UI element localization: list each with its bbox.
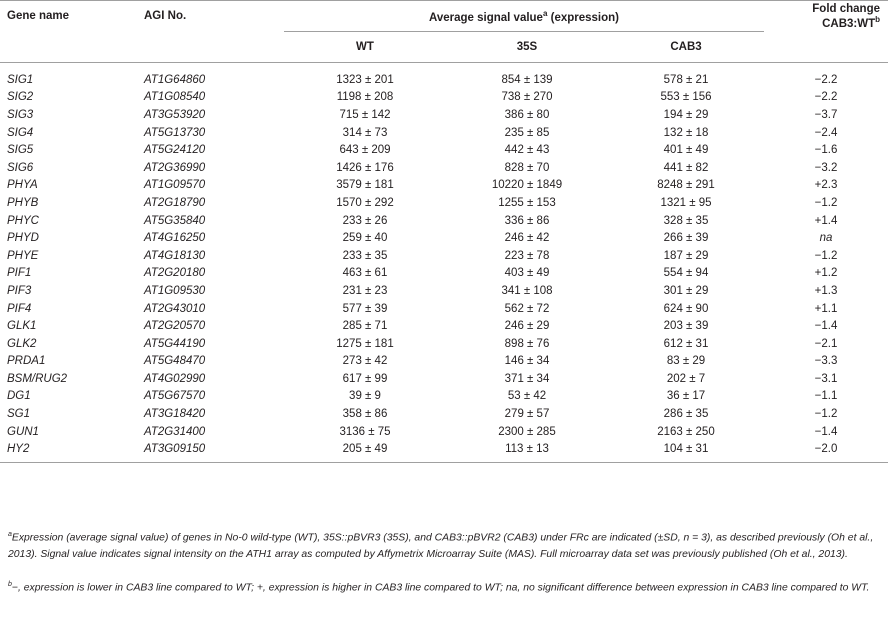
table-row	[0, 89, 888, 107]
cell-agi-no: AT5G35840	[144, 214, 206, 227]
cell-wt: 3136 ± 75	[339, 425, 391, 438]
cell-fold-change: +1.3	[814, 284, 838, 297]
cell-wt: 643 ± 209	[339, 144, 391, 157]
table-row	[0, 440, 888, 462]
table-row	[0, 247, 888, 265]
cell-fold-change: −2.2	[814, 91, 838, 104]
cell-gene-name: SIG3	[7, 108, 34, 121]
cell-fold-change: −1.2	[814, 196, 838, 209]
table-row	[0, 229, 888, 247]
header-fold-change	[764, 1, 888, 32]
footnote-b-mark: b	[8, 581, 12, 588]
subheader-empty-agi	[137, 32, 284, 63]
cell-gene-name: SG1	[7, 408, 31, 421]
cell-fold-change: −1.4	[814, 320, 838, 333]
cell-35s: 10220 ± 1849	[491, 179, 563, 192]
cell-fold-change: +1.1	[814, 302, 838, 315]
cell-cab3: 301 ± 29	[663, 284, 709, 297]
subheader-row	[0, 32, 888, 63]
cell-35s: 336 ± 86	[504, 214, 550, 227]
cell-35s: 386 ± 80	[504, 108, 550, 121]
cell-35s: 246 ± 42	[504, 232, 550, 245]
cell-agi-no: AT2G36990	[144, 161, 206, 174]
cell-gene-name: GLK1	[7, 320, 37, 333]
cell-wt: 205 ± 49	[342, 443, 388, 456]
table-row	[0, 71, 888, 89]
cell-35s: 235 ± 85	[504, 126, 550, 139]
cell-cab3: 1321 ± 95	[660, 196, 712, 209]
cell-35s: 403 ± 49	[504, 267, 550, 280]
header-row	[0, 1, 888, 32]
cell-gene-name: GLK2	[7, 337, 37, 350]
cell-gene-name: PRDA1	[7, 355, 46, 368]
cell-cab3: 328 ± 35	[663, 214, 709, 227]
table-row	[0, 159, 888, 177]
cell-35s: 738 ± 270	[501, 91, 553, 104]
header-agi-no: AGI No.	[144, 10, 187, 23]
cell-cab3: 83 ± 29	[666, 355, 706, 368]
cell-wt: 1426 ± 176	[336, 161, 394, 174]
cell-wt: 259 ± 40	[342, 232, 388, 245]
table-row	[0, 124, 888, 142]
cell-gene-name: SIG2	[7, 91, 34, 104]
cell-cab3: 554 ± 94	[663, 267, 709, 280]
cell-wt: 617 ± 99	[342, 372, 388, 385]
table-row	[0, 335, 888, 353]
cell-gene-name: PHYE	[7, 249, 39, 262]
cell-wt: 577 ± 39	[342, 302, 388, 315]
cell-35s: 1255 ± 153	[498, 196, 556, 209]
cell-gene-name: BSM/RUG2	[7, 372, 68, 385]
cell-wt: 3579 ± 181	[336, 179, 394, 192]
cell-fold-change: −3.1	[814, 372, 838, 385]
cell-wt: 358 ± 86	[342, 408, 388, 421]
cell-gene-name: SIG1	[7, 73, 34, 86]
footnote-b-ref: b	[875, 14, 880, 24]
header-average-signal-suffix: (expression)	[550, 11, 620, 24]
cell-35s: 279 ± 57	[504, 408, 550, 421]
table-row	[0, 388, 888, 406]
cell-agi-no: AT4G18130	[144, 249, 206, 262]
cell-wt: 285 ± 71	[342, 320, 388, 333]
cell-agi-no: AT3G53920	[144, 108, 206, 121]
cell-wt: 1275 ± 181	[336, 337, 394, 350]
cell-35s: 371 ± 34	[504, 372, 550, 385]
table-row	[0, 212, 888, 230]
cell-wt: 1198 ± 208	[336, 91, 394, 104]
footnote-b	[8, 577, 883, 597]
cell-cab3: 266 ± 39	[663, 232, 709, 245]
cell-gene-name: PHYD	[7, 232, 39, 245]
footnote-a-text: Expression (average signal value) of genes in No-0 wild-type (WT), 35S::pBVR3 (35S), and CAB3::pBVR2 (CAB3) under FRc are indicated (±SD, n = 3), as described previously (Oh et al., 2013). Signal value indicates signal intensity on the ATH1 array as computed by Affymetrix Microarray Suite (MAS). Full microarray data set was previously published (Oh et al., 2013).	[8, 532, 874, 560]
cell-agi-no: AT5G67570	[144, 390, 206, 403]
cell-cab3: 194 ± 29	[663, 108, 709, 121]
cell-cab3: 187 ± 29	[663, 249, 709, 262]
cell-gene-name: SIG5	[7, 144, 34, 157]
subheader-empty-fold	[764, 32, 888, 63]
cell-35s: 246 ± 29	[504, 320, 550, 333]
subheader-wt: WT	[356, 41, 374, 53]
cell-35s: 341 ± 108	[501, 284, 553, 297]
cell-35s: 2300 ± 285	[498, 425, 556, 438]
cell-gene-name: PIF3	[7, 284, 32, 297]
cell-agi-no: AT2G43010	[144, 302, 206, 315]
cell-cab3: 441 ± 82	[663, 161, 709, 174]
footnote-a-ref: a	[542, 8, 548, 18]
cell-agi-no: AT1G64860	[144, 73, 206, 86]
table-row	[0, 370, 888, 388]
cell-gene-name: SIG6	[7, 161, 34, 174]
cell-agi-no: AT1G09530	[144, 284, 206, 297]
spacer-row	[0, 63, 888, 72]
cell-35s: 898 ± 76	[504, 337, 550, 350]
cell-cab3: 578 ± 21	[663, 73, 709, 86]
header-gene-name: Gene name	[7, 10, 69, 23]
cell-fold-change: −1.2	[814, 249, 838, 262]
cell-gene-name: GUN1	[7, 425, 39, 438]
footnote-b-text: −, expression is lower in CAB3 line compared to WT; +, expression is higher in CAB3 line compared to WT; na, no significant difference between expression in CAB3 line compared to WT.	[11, 582, 870, 594]
table-row	[0, 317, 888, 335]
cell-agi-no: AT3G18420	[144, 408, 206, 421]
cell-35s: 442 ± 43	[504, 144, 550, 157]
cell-wt: 314 ± 73	[342, 126, 388, 139]
table-row	[0, 405, 888, 423]
cell-agi-no: AT2G20570	[144, 320, 206, 333]
subheader-35s: 35S	[516, 41, 538, 53]
cell-cab3: 553 ± 156	[660, 91, 712, 104]
cell-fold-change: na	[819, 232, 833, 245]
cell-cab3: 203 ± 39	[663, 320, 709, 333]
cell-fold-change: −3.2	[814, 161, 838, 174]
cell-wt: 273 ± 42	[342, 355, 388, 368]
cell-wt: 463 ± 61	[342, 267, 388, 280]
cell-wt: 233 ± 35	[342, 249, 388, 262]
cell-gene-name: PHYB	[7, 196, 39, 209]
table-row	[0, 106, 888, 124]
cell-gene-name: PHYC	[7, 214, 39, 227]
cell-fold-change: −2.2	[814, 73, 838, 86]
footnote-a	[8, 527, 883, 563]
cell-wt: 1570 ± 292	[336, 196, 394, 209]
cell-agi-no: AT2G31400	[144, 425, 206, 438]
cell-wt: 1323 ± 201	[336, 73, 394, 86]
cell-fold-change: −1.2	[814, 408, 838, 421]
table-row	[0, 141, 888, 159]
cell-fold-change: −3.7	[814, 108, 838, 121]
cell-gene-name: HY2	[7, 443, 30, 456]
cell-fold-change: +1.4	[814, 214, 838, 227]
cell-agi-no: AT4G16250	[144, 232, 206, 245]
cell-cab3: 401 ± 49	[663, 144, 709, 157]
cell-agi-no: AT4G02990	[144, 372, 206, 385]
cell-cab3: 8248 ± 291	[657, 179, 715, 192]
cell-agi-no: AT2G18790	[144, 196, 206, 209]
cell-fold-change: −2.1	[814, 337, 838, 350]
cell-gene-name: PIF1	[7, 267, 32, 280]
cell-cab3: 286 ± 35	[663, 408, 709, 421]
cell-cab3: 132 ± 18	[663, 126, 709, 139]
cell-35s: 223 ± 78	[504, 249, 550, 262]
cell-cab3: 624 ± 90	[663, 302, 709, 315]
cell-fold-change: −1.1	[814, 390, 838, 403]
cell-wt: 39 ± 9	[349, 390, 381, 403]
cell-agi-no: AT3G09150	[144, 443, 206, 456]
header-fold-change-text: Fold change CAB3:WT	[812, 2, 880, 30]
subheader-cab3: CAB3	[670, 41, 702, 53]
cell-cab3: 612 ± 31	[663, 337, 709, 350]
cell-wt: 233 ± 26	[342, 214, 388, 227]
cell-gene-name: PIF4	[7, 302, 32, 315]
cell-agi-no: AT1G08540	[144, 91, 206, 104]
cell-35s: 828 ± 70	[504, 161, 550, 174]
cell-35s: 53 ± 42	[507, 390, 547, 403]
cell-fold-change: −3.3	[814, 355, 838, 368]
table-row	[0, 282, 888, 300]
cell-fold-change: −2.0	[814, 443, 838, 456]
cell-gene-name: SIG4	[7, 126, 34, 139]
cell-cab3: 202 ± 7	[666, 372, 706, 385]
footnote-a-mark: a	[8, 531, 12, 538]
cell-35s: 562 ± 72	[504, 302, 550, 315]
cell-fold-change: +1.2	[814, 267, 838, 280]
cell-wt: 231 ± 23	[342, 284, 388, 297]
cell-35s: 854 ± 139	[501, 73, 553, 86]
cell-fold-change: +2.3	[814, 179, 838, 192]
cell-agi-no: AT2G20180	[144, 267, 206, 280]
header-average-signal-text: Average signal value	[428, 11, 543, 24]
cell-agi-no: AT5G44190	[144, 337, 206, 350]
cell-gene-name: PHYA	[7, 179, 38, 192]
table-row	[0, 423, 888, 441]
cell-gene-name: DG1	[7, 390, 31, 403]
table-row	[0, 353, 888, 371]
cell-agi-no: AT5G13730	[144, 126, 206, 139]
cell-wt: 715 ± 142	[339, 108, 391, 121]
table-body	[0, 63, 888, 463]
cell-35s: 113 ± 13	[505, 443, 549, 456]
cell-agi-no: AT5G24120	[144, 144, 206, 157]
cell-fold-change: −1.6	[814, 144, 838, 157]
header-average-signal	[284, 1, 764, 32]
cell-fold-change: −1.4	[814, 425, 838, 438]
cell-agi-no: AT5G48470	[144, 355, 206, 368]
cell-35s: 146 ± 34	[504, 355, 550, 368]
cell-cab3: 36 ± 17	[666, 390, 706, 403]
cell-agi-no: AT1G09570	[144, 179, 206, 192]
cell-cab3: 2163 ± 250	[657, 425, 715, 438]
subheader-empty-gene	[0, 32, 137, 63]
table-row	[0, 300, 888, 318]
table-row	[0, 177, 888, 195]
table-row	[0, 265, 888, 283]
cell-cab3: 104 ± 31	[663, 443, 709, 456]
table-row	[0, 194, 888, 212]
cell-fold-change: −2.4	[814, 126, 838, 139]
